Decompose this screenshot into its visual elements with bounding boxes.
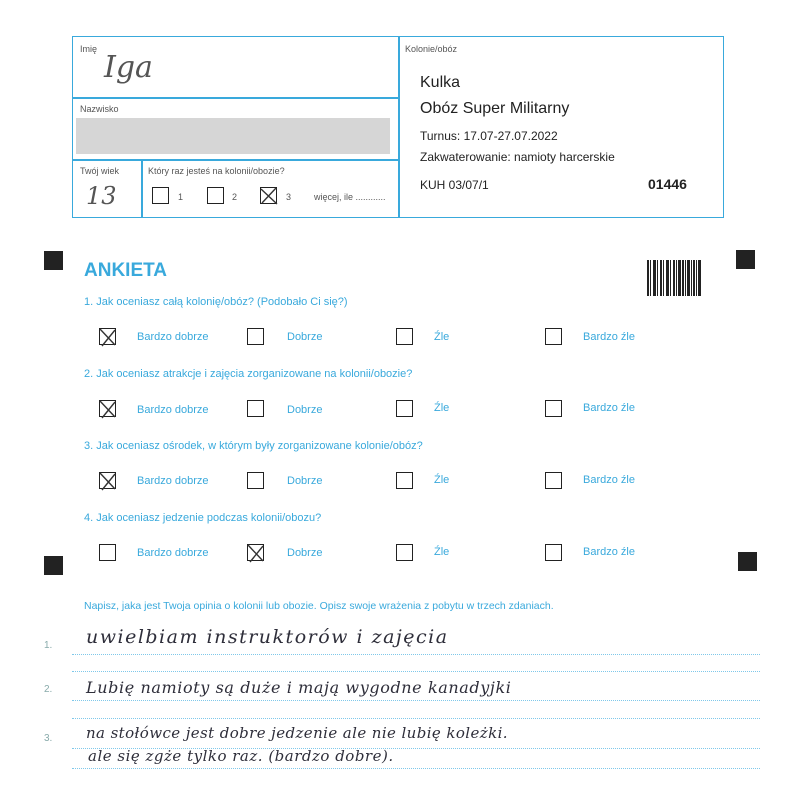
kolonia-name: Kulka xyxy=(420,74,461,91)
q3-bardzo-zle-label: Bardzo źle xyxy=(583,474,635,486)
q2-zle-checkbox[interactable] xyxy=(396,400,413,417)
q3-bardzo-zle-checkbox[interactable] xyxy=(545,472,562,489)
answer-line-1b xyxy=(72,671,760,672)
header-divider-1 xyxy=(72,97,399,99)
ktory-raz-checkbox-3[interactable] xyxy=(260,187,277,204)
nazwisko-redacted xyxy=(76,118,390,154)
answer-3[interactable]: na stołówce jest dobre jedzenie ale nie lubię koleżki. xyxy=(86,724,508,742)
q2-bardzo-zle-checkbox[interactable] xyxy=(545,400,562,417)
q4-bardzo-zle-checkbox[interactable] xyxy=(545,544,562,561)
q3-bardzo-dobrze-label: Bardzo dobrze xyxy=(137,475,209,487)
line-number-3: 3. xyxy=(44,733,53,744)
wiek-label: Twój wiek xyxy=(80,166,120,176)
check-x-icon xyxy=(98,399,118,419)
ankieta-title: ANKIETA xyxy=(84,260,168,281)
check-x-icon xyxy=(246,543,266,563)
ktory-raz-option-3: 3 xyxy=(286,192,292,202)
ktory-raz-option-2: 2 xyxy=(232,192,238,202)
check-x-icon xyxy=(259,186,279,206)
form-code: KUH 03/07/1 xyxy=(420,178,489,192)
answer-2[interactable]: Lubię namioty są duże i mają wygodne kanadyjki xyxy=(86,678,512,697)
zakwaterowanie: Zakwaterowanie: namioty harcerskie xyxy=(420,150,615,164)
kolonia-label: Kolonie/obóz xyxy=(405,44,458,54)
q2-zle-label: Źle xyxy=(434,402,450,414)
q2-dobrze-checkbox[interactable] xyxy=(247,400,264,417)
nazwisko-label: Nazwisko xyxy=(80,104,119,114)
imie-value[interactable]: Iga xyxy=(104,50,153,85)
q4-dobrze-checkbox[interactable] xyxy=(247,544,264,561)
check-x-icon xyxy=(98,471,118,491)
ktory-raz-more: więcej, ile ............ xyxy=(314,192,386,202)
q2-dobrze-label: Dobrze xyxy=(287,404,323,416)
q4-bardzo-dobrze-checkbox[interactable] xyxy=(99,544,116,561)
q2-bardzo-dobrze-label: Bardzo dobrze xyxy=(137,404,209,416)
registration-marker-bottom-right xyxy=(738,552,757,571)
q2-bardzo-dobrze-checkbox[interactable] xyxy=(99,400,116,417)
q4-dobrze-label: Dobrze xyxy=(287,547,323,559)
q4-bardzo-zle-label: Bardzo źle xyxy=(583,546,635,558)
header-divider-2 xyxy=(72,159,399,161)
header-divider-vertical xyxy=(398,36,400,218)
question-4: 4. Jak oceniasz jedzenie podczas kolonii/obozu? xyxy=(84,512,322,524)
q4-bardzo-dobrze-label: Bardzo dobrze xyxy=(137,547,209,559)
header-divider-3 xyxy=(141,159,143,217)
question-3: 3. Jak oceniasz ośrodek, w którym były zorganizowane kolonie/obóz? xyxy=(84,440,423,452)
q3-zle-checkbox[interactable] xyxy=(396,472,413,489)
q1-bardzo-dobrze-checkbox[interactable] xyxy=(99,328,116,345)
ktory-raz-checkbox-2[interactable] xyxy=(207,187,224,204)
line-number-2: 2. xyxy=(44,684,53,695)
q3-zle-label: Źle xyxy=(434,474,450,486)
q1-dobrze-label: Dobrze xyxy=(287,331,323,343)
answer-line-2 xyxy=(72,700,760,701)
ktory-raz-label: Który raz jesteś na kolonii/obozie? xyxy=(148,166,285,176)
registration-marker-top-left xyxy=(44,251,63,270)
registration-marker-top-right xyxy=(736,250,755,269)
answer-1[interactable]: uwielbiam instruktorów i zajęcia xyxy=(86,626,449,648)
q4-zle-checkbox[interactable] xyxy=(396,544,413,561)
form-number: 01446 xyxy=(648,176,687,192)
answer-3-continued[interactable]: ale się zgże tylko raz. (bardzo dobre). xyxy=(88,747,394,765)
barcode-icon xyxy=(647,260,701,296)
q4-zle-label: Źle xyxy=(434,546,450,558)
registration-marker-bottom-left xyxy=(44,556,63,575)
q2-bardzo-zle-label: Bardzo źle xyxy=(583,402,635,414)
oboz-name: Obóz Super Militarny xyxy=(420,100,570,117)
q1-dobrze-checkbox[interactable] xyxy=(247,328,264,345)
turnus: Turnus: 17.07-27.07.2022 xyxy=(420,129,558,143)
q3-bardzo-dobrze-checkbox[interactable] xyxy=(99,472,116,489)
check-x-icon xyxy=(98,327,118,347)
answer-line-1 xyxy=(72,654,760,655)
q3-dobrze-checkbox[interactable] xyxy=(247,472,264,489)
question-1: 1. Jak oceniasz całą kolonię/obóz? (Podobało Ci się?) xyxy=(84,296,348,308)
q1-bardzo-zle-label: Bardzo źle xyxy=(583,331,635,343)
q1-bardzo-zle-checkbox[interactable] xyxy=(545,328,562,345)
answer-line-2b xyxy=(72,718,760,719)
q3-dobrze-label: Dobrze xyxy=(287,475,323,487)
answer-line-3b xyxy=(72,768,760,769)
line-number-1: 1. xyxy=(44,640,53,651)
imie-label: Imię xyxy=(80,44,98,54)
wiek-value[interactable]: 13 xyxy=(86,182,117,210)
q1-bardzo-dobrze-label: Bardzo dobrze xyxy=(137,331,209,343)
q1-zle-checkbox[interactable] xyxy=(396,328,413,345)
ktory-raz-checkbox-1[interactable] xyxy=(152,187,169,204)
opinion-prompt: Napisz, jaka jest Twoja opinia o kolonii lub obozie. Opisz swoje wrażenia z pobytu w trzech zdaniach. xyxy=(84,600,554,612)
ktory-raz-option-1: 1 xyxy=(178,192,184,202)
question-2: 2. Jak oceniasz atrakcje i zajęcia zorganizowane na kolonii/obozie? xyxy=(84,368,413,380)
q1-zle-label: Źle xyxy=(434,331,450,343)
